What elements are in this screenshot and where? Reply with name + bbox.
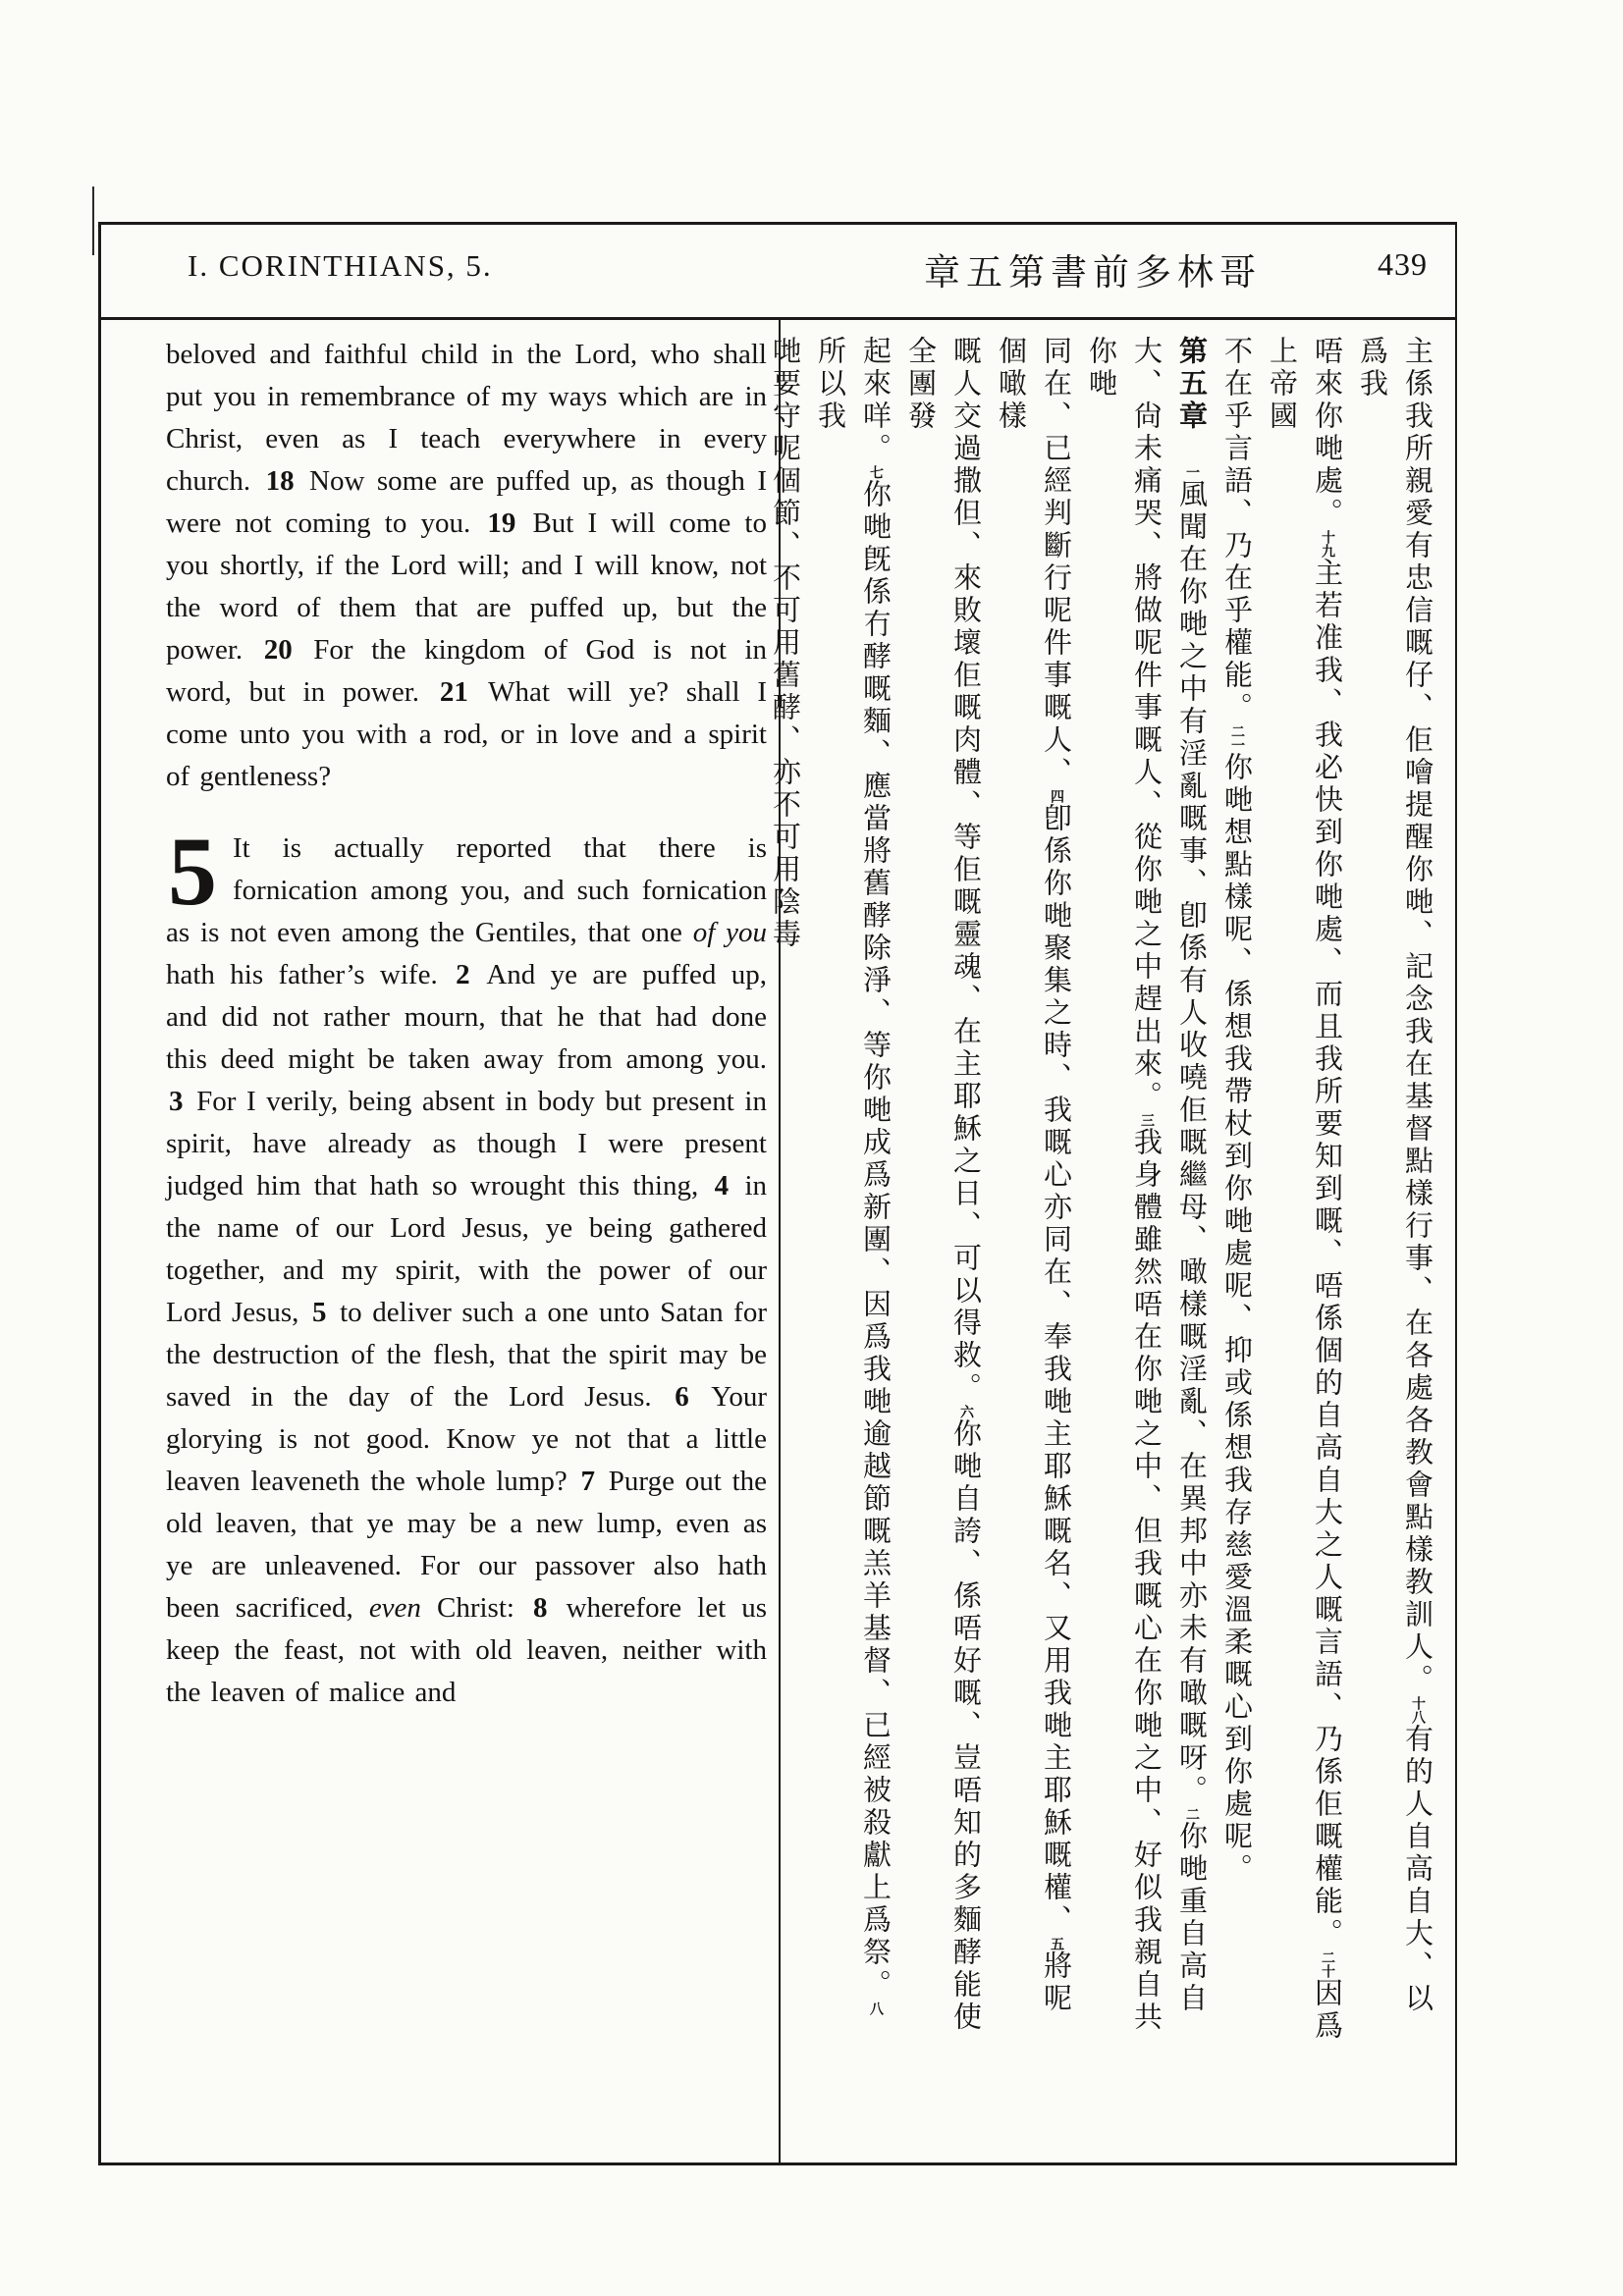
chinese-text-columns bbox=[769, 336, 1439, 2044]
page-header bbox=[101, 222, 1455, 320]
verse-marker: 四 bbox=[1049, 789, 1063, 803]
verse-marker: 十九 bbox=[1320, 530, 1334, 558]
verse-number: 4 bbox=[714, 1170, 730, 1201]
verse-marker: 八 bbox=[868, 2002, 883, 2015]
scan-edge-mark bbox=[92, 187, 94, 255]
chinese-column: 嘅人交過撒但、來敗壞佢嘅肉體、等佢嘅靈魂、在主耶穌之日、可以得救。六你哋自誇、係唔好嘅、豈唔知的多麵酵能使全團發 bbox=[904, 336, 981, 2034]
english-paragraph-text: It is actually reported that there is fornication among you, and such fornication as is not even among the Gentiles, that one of you hath his father’s wife. 2 And ye are puffed up, and did not rather mourn, that he that had done this deed might be taken away from among you. 3 For I verily, being absent in body but present in spirit, have already as though I were present judged him that hath so wrought this thing, 4 in the name of our Lord Jesus, ye being gathered together, and my spirit, with the power of our Lord Jesus, 5 to deliver such a one unto Satan for the destruction of the flesh, that the spirit may be saved in the day of the Lord Jesus. 6 Your glorying is not good. Know ye not that a little leaven leaveneth the whole lump? 7 Purge out the old leaven, that ye may be a new lump, even as ye are unleavened. For our passover also hath been sacrificed, even Christ: 8 wherefore let us keep the feast, not with old leaven, neither with the leaven of malice and bbox=[166, 832, 768, 1708]
chinese-column: 哋要守呢個節、不可用舊酵、亦不可用陰毒 bbox=[769, 336, 800, 951]
chinese-column: 同在、已經判斷行呢件事嘅人、四卽係你哋聚集之時、我嘅心亦同在、奉我哋主耶穌嘅名、又用我哋主耶穌嘅權、五將呢個噉樣 bbox=[995, 336, 1071, 2015]
chinese-column: 大、尙未痛哭、將做呢件事嘅人、從你哋之中趕出來。三我身體雖然唔在你哋之中、但我嘅心在你哋之中、好似我親自共你哋 bbox=[1085, 336, 1162, 2034]
verse-number: 3 bbox=[169, 1086, 184, 1117]
verse-number: 21 bbox=[439, 676, 468, 708]
chinese-column: 起來咩。七你哋旣係冇酵嘅麵、應當將舊酵除淨、等你哋成爲新團、因爲我哋逾越節嘅羔羊基督、已經被殺獻上爲祭。八所以我 bbox=[814, 336, 891, 2015]
chapter-drop-cap: 5 bbox=[168, 817, 217, 926]
verse-marker: 二一 bbox=[1229, 724, 1244, 752]
verse-marker: 六 bbox=[958, 1405, 973, 1418]
english-paragraph: beloved and faithful child in the Lord, who shall put you in remembrance of my ways which are in Christ, even as I teach everywhere in every church. 18 Now some are puffed up, as though I were not coming to you. 19 But I will come to you shortly, if the Lord will; and I will know, not the word of them that are puffed up, but the power. 20 For the kingdom of God is not in word, but in power. 21 What will ye? shall I come unto you with a rod, or in love and a spirit of gentleness? bbox=[166, 339, 768, 792]
chinese-column: 唔來你哋處。十九主若准我、我必快到你哋處、而且我所要知到嘅、唔係個的自高自大之人嘅言語、乃係佢嘅權能。二十因爲上帝國 bbox=[1266, 336, 1342, 2043]
verse-marker: 一 bbox=[1184, 465, 1199, 479]
chinese-column: 不在乎言語、乃在乎權能。二一你哋想點樣呢、係想我帶杖到你哋處呢、抑或係想我存慈愛溫柔嘅心到你處呢。 bbox=[1220, 336, 1252, 1886]
page-body bbox=[101, 320, 1455, 2165]
chinese-column: 主係我所親愛有忠信嘅仔、佢噲提醒你哋、記念我在基督點樣行事、在各處各教會點樣教訓人。十八有的人自高自大、以爲我 bbox=[1356, 336, 1433, 2015]
verse-number: 18 bbox=[265, 465, 295, 497]
page-number: 439 bbox=[1378, 246, 1428, 282]
verse-marker: 二 bbox=[1184, 1807, 1199, 1821]
english-text-column bbox=[166, 334, 767, 1714]
verse-number: 20 bbox=[263, 634, 293, 666]
chinese-column: 第五章 一風聞在你哋之中有淫亂嘅事、卽係有人收嘵佢嘅繼母、噉樣嘅淫亂、在異邦中亦未有噉嘅呀。二你哋重自高自 bbox=[1175, 336, 1207, 2015]
verse-number: 19 bbox=[487, 507, 516, 539]
running-head-chinese: 章五第書前多林哥 bbox=[924, 253, 1262, 294]
running-head-english: I. CORINTHIANS, 5. bbox=[188, 248, 493, 283]
verse-marker: 三 bbox=[1139, 1113, 1154, 1127]
verse-number: 8 bbox=[533, 1592, 548, 1624]
verse-marker: 二十 bbox=[1320, 1950, 1334, 1978]
page-frame bbox=[98, 222, 1457, 2165]
chapter-heading: 第五章 bbox=[1175, 336, 1207, 433]
verse-number: 2 bbox=[456, 959, 470, 990]
verse-marker: 五 bbox=[1049, 1937, 1063, 1950]
verse-marker: 七 bbox=[868, 465, 883, 479]
verse-number: 5 bbox=[312, 1297, 327, 1328]
verse-marker: 十八 bbox=[1410, 1696, 1425, 1724]
verse-number: 7 bbox=[580, 1466, 596, 1497]
english-paragraph bbox=[166, 817, 768, 1714]
verse-number: 6 bbox=[675, 1381, 689, 1413]
